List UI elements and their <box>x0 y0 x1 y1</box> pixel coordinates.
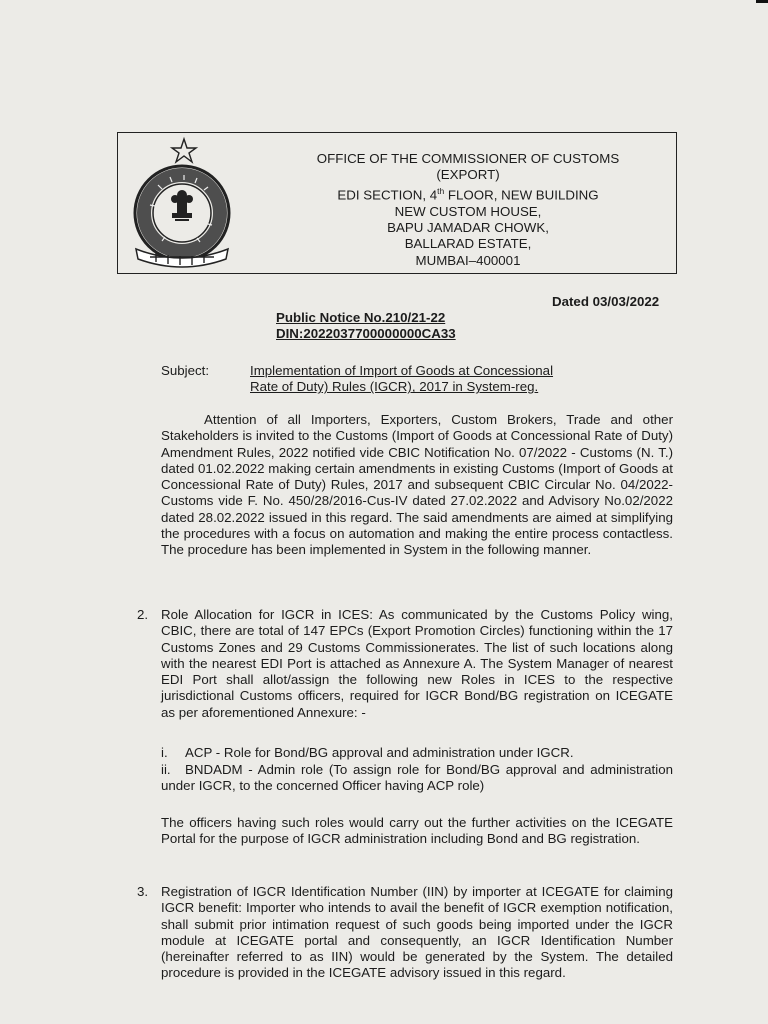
list-marker-i: i. <box>161 745 168 760</box>
edi-line-after: FLOOR, NEW BUILDING <box>444 187 599 203</box>
office-line-5: BALLARAD ESTATE, <box>404 236 532 252</box>
list-item-acp <box>161 745 673 761</box>
letterhead-box <box>117 132 677 274</box>
paragraph-iin-registration: Registration of IGCR Identification Number (IIN) by importer at ICEGATE for claiming IGCR benefit: Importer who intends to avail the benefit of IGCR exemption notification, shall submit prior intimation request of such goods being imported under the IGCR module at ICEGATE portal and consequently, an IGCR Identification Number (hereinafter referred to as IIN) would be generated by the System. The detailed procedure is provided in the ICEGATE advisory issued in this regard. <box>161 884 673 981</box>
list-item-acp-text: ACP - Role for Bond/BG approval and administration under IGCR. <box>185 745 574 760</box>
edi-line-sup: th <box>437 186 445 197</box>
list-item-bndadm <box>161 762 673 795</box>
subject-line-1: Implementation of Import of Goods at Concessional <box>250 363 554 378</box>
notice-number: Public Notice No.210/21-22 <box>276 310 446 325</box>
office-line-6: MUMBAI–400001 <box>415 252 521 268</box>
notice-din: DIN:2022037700000000CA33 <box>276 326 456 341</box>
list-item-bndadm-text: BNDADM - Admin role (To assign role for Bond/BG approval and administration under IGCR, to the concerned Officer having ACP role) <box>161 762 673 794</box>
page-edge-mark <box>756 0 768 3</box>
edi-line-before: EDI SECTION, 4 <box>337 187 438 203</box>
notice-heading <box>276 310 456 342</box>
paragraph-number-2: 2. <box>137 607 149 622</box>
paragraph-officers: The officers having such roles would carry out the further activities on the ICEGATE Portal for the purpose of IGCR administration including Bond and BG registration. <box>161 815 673 847</box>
subject-text <box>250 363 630 396</box>
office-line-3: NEW CUSTOM HOUSE, <box>394 204 542 220</box>
office-line-4: BAPU JAMADAR CHOWK, <box>387 220 549 236</box>
subject-line-2: Rate of Duty) Rules (IGCR), 2017 in System-reg. <box>250 379 539 395</box>
office-line-1: OFFICE OF THE COMMISSIONER OF CUSTOMS <box>316 151 620 166</box>
paragraph-role-allocation: Role Allocation for IGCR in ICES: As communicated by the Customs Policy wing, CBIC, there are total of 147 EPCs (Export Promotion Circles) functioning within the 17 Customs Zones and 29 Customs Commissionerates. The list of such locations along with the nearest EDI Port is attached as Annexure A. The System Manager of nearest EDI Port shall allot/assign the following new Roles in ICES to the respective jurisdictional Customs officers, required for IGCR Bond/BG registration on ICEGATE as per aforementioned Annexure: - <box>161 607 673 720</box>
ashoka-emblem-seal-icon <box>122 135 234 269</box>
list-marker-ii: ii. <box>161 762 171 777</box>
date-line: Dated 03/03/2022 <box>552 294 660 309</box>
office-line-2: (EXPORT) <box>436 167 500 183</box>
subject-label: Subject: <box>161 363 210 378</box>
office-line-edi <box>268 183 668 204</box>
paragraph-number-3: 3. <box>137 884 149 899</box>
office-address <box>268 151 668 269</box>
paragraph-intro: Attention of all Importers, Exporters, Custom Brokers, Trade and other Stakeholders is invited to the Customs (Import of Goods at Concessional Rate of Duty) Amendment Rules, 2022 notified vide CBIC Notification No. 07/2022 - Customs (N. T.) dated 01.02.2022 making certain amendments in existing Customs (Import of Goods at Concessional Rate of Duty) Rules, 2017 and subsequent CBIC Circular No. 04/2022-Customs vide F. No. 450/28/2016-Cus-IV dated 27.02.2022 and Advisory No.02/2022 dated 28.02.2022 issued in this regard. The said amendments are aimed at simplifying the procedures with a focus on automation and making the entire process contactless. The procedure has been implemented in System in the following manner. <box>161 412 673 558</box>
